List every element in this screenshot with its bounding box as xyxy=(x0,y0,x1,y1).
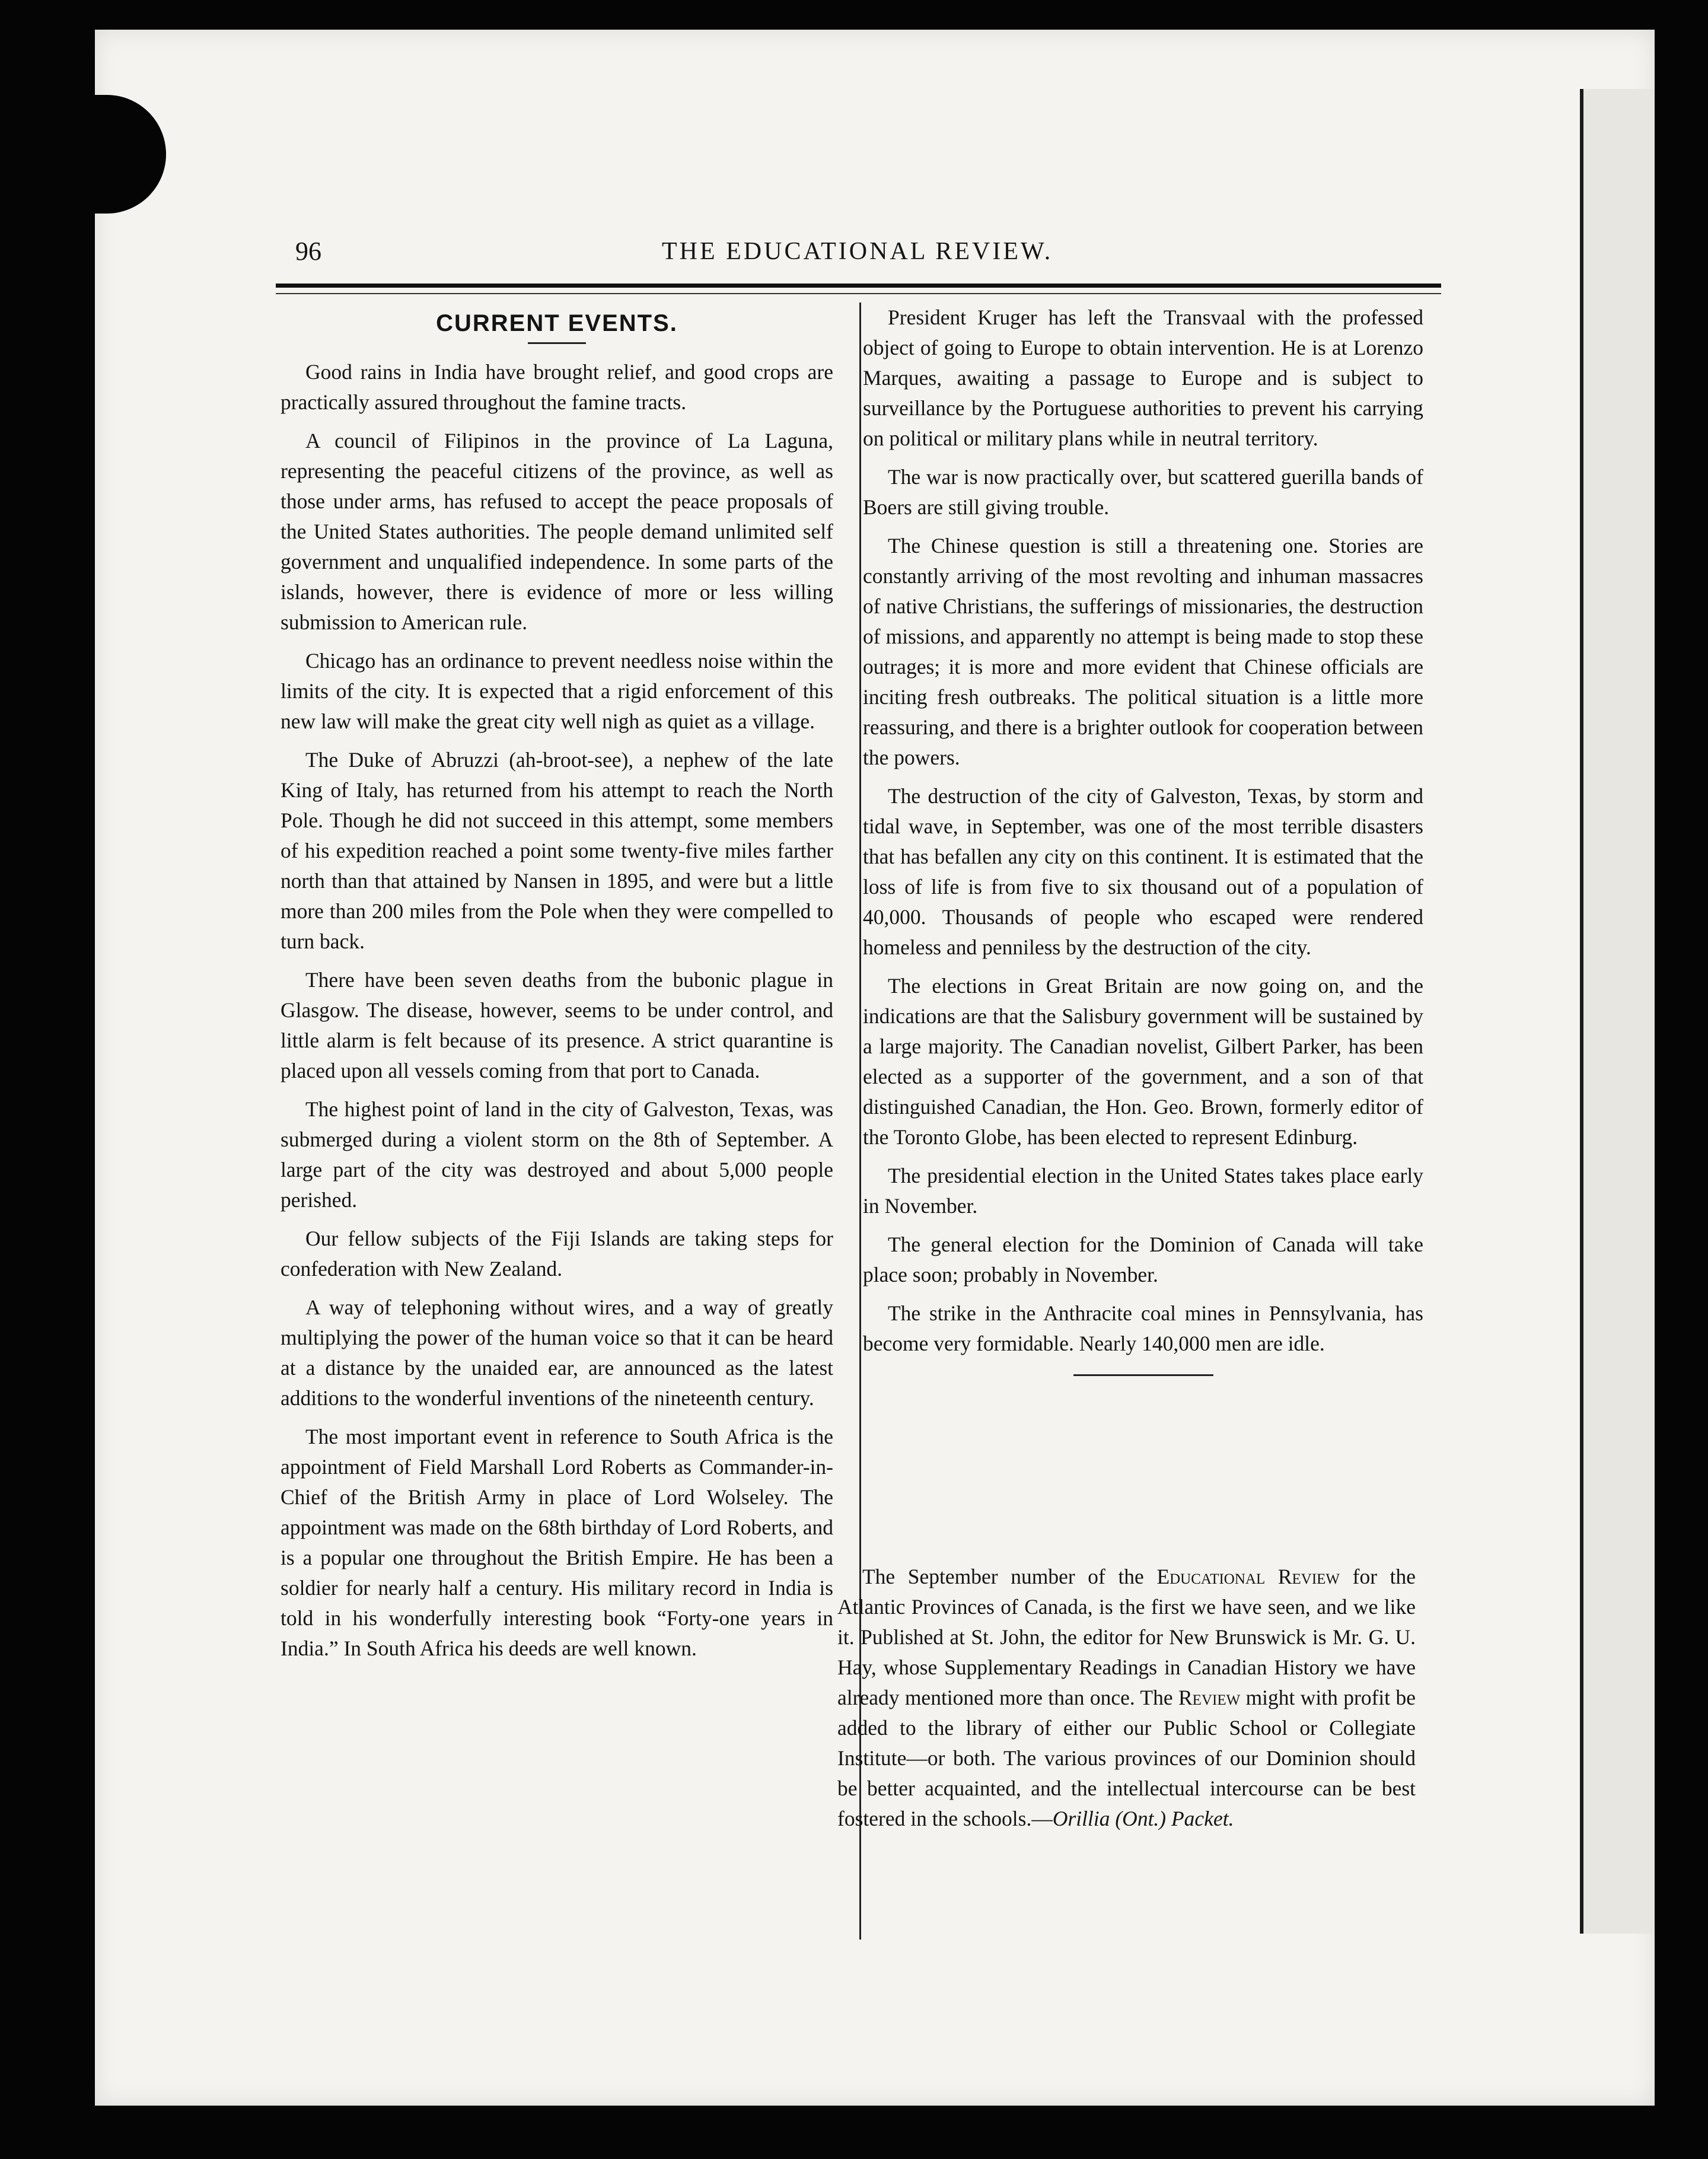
paragraph: The Duke of Abruzzi (ah-broot-see), a nephew of the late King of Italy, has returned from his attempt to reach the North Pole. Though he did not succeed in this attempt, some members of his expedition reached a point some twenty-five miles farther north than that attained by Nansen in 1895, and were but a little more than 200 miles from the Pole when they were compelled to turn back. xyxy=(281,748,833,953)
section-title: CURRENT EVENTS. xyxy=(436,310,678,336)
title-rule xyxy=(528,342,586,344)
header-rule xyxy=(276,284,1441,288)
paragraph: President Kruger has left the Transvaal with the professed object of going to Europe to obtain intervention. He is at Lorenzo Marques, awaiting a passage to Europe and is subject to surveillance by the Portuguese authorities to prevent his carrying on political or military plans while in neutral territory. xyxy=(863,305,1423,450)
left-column xyxy=(281,302,833,1672)
paragraph: There have been seven deaths from the bubonic plague in Glasgow. The disease, however, seems to be under control, and little alarm is felt because of its presence. A strict quarantine is placed upon all vessels coming from that port to Canada. xyxy=(281,968,833,1082)
page-number: 96 xyxy=(295,237,321,266)
paragraph: The general election for the Dominion of Canada will take place soon; probably in November. xyxy=(863,1233,1423,1287)
running-title: THE EDUCATIONAL REVIEW. xyxy=(662,238,1053,265)
binding-hole xyxy=(0,95,166,214)
header-rule-thin xyxy=(276,293,1441,294)
paragraph: The Chinese question is still a threatening one. Stories are constantly arriving of the most revolting and inhuman massacres of native Christians, the sufferings of missionaries, the destruction of missions, and apparently no attempt is being made to stop these outrages; it is more and more evident that Chinese officials are inciting fresh outbreaks. The political situation is a little more reassuring, and there is a brighter outlook for cooperation between the powers. xyxy=(863,534,1423,769)
quote-text: The September number of the xyxy=(862,1565,1157,1588)
packet-quote xyxy=(837,1562,1416,1834)
paragraph: A way of telephoning without wires, and a way of greatly multiplying the power of the human voice so that it can be heard at a distance by the unaided ear, are announced as the latest additions to the wonderful inventions of the nineteenth century. xyxy=(281,1295,833,1410)
paragraph: The most important event in reference to South Africa is the appointment of Field Marshall Lord Roberts as Commander-in-Chief of the British Army in place of Lord Wolseley. The appointment was made on the 68th birthday of Lord Roberts, and is a popular one throughout the British Empire. He has been a soldier for nearly half a century. His military record in India is told in his wonderfully interesting book “Forty-one years in India.” In South Africa his deeds are well known. xyxy=(281,1425,833,1660)
publication-name: Educational Review xyxy=(1156,1565,1340,1588)
paragraph: A council of Filipinos in the province of La Laguna, representing the peaceful citizens of the province, as well as those under arms, has refused to accept the peace proposals of the United States authorities. The people demand unlimited self government and unqualified independence. In some parts of the islands, however, there is evidence of more or less willing submission to American rule. xyxy=(281,429,833,634)
paragraph: The war is now practically over, but scattered guerilla bands of Boers are still giving trouble. xyxy=(863,465,1423,519)
adjacent-page-edge xyxy=(1580,89,1655,1934)
quote-source: Orillia (Ont.) Packet. xyxy=(1052,1807,1234,1830)
paragraph: Good rains in India have brought relief, and good crops are practically assured throughout the famine tracts. xyxy=(281,360,833,414)
paragraph: The strike in the Anthracite coal mines in Pennsylvania, has become very formidable. Nearly 140,000 men are idle. xyxy=(863,1301,1423,1355)
paragraph: The highest point of land in the city of Galveston, Texas, was submerged during a violent storm on the 8th of September. A large part of the city was destroyed and about 5,000 people perished. xyxy=(281,1097,833,1212)
paragraph: Our fellow subjects of the Fiji Islands are taking steps for confederation with New Zealand. xyxy=(281,1227,833,1281)
right-column xyxy=(863,302,1423,1394)
paragraph: The destruction of the city of Galveston, Texas, by storm and tidal wave, in September, was one of the most terrible disasters that has befallen any city on this continent. It is estimated that the loss of life is from five to six thousand out of a population of 40,000. Thousands of people who escaped were rendered homeless and penniless by the destruction of the city. xyxy=(863,784,1423,959)
paragraph: The presidential election in the United States takes place early in November. xyxy=(863,1164,1423,1218)
section-rule xyxy=(1073,1374,1213,1376)
publication-name: Review xyxy=(1178,1686,1241,1709)
quote-text: for the Atlantic Provinces of Canada, is the first we have seen, and we like it. Published at St. John, the editor for New Brunswick is Mr. G. U. Hay, whose Supplementary Readings in Canadian History we have already mentioned more than once. The xyxy=(837,1565,1416,1709)
quote-paragraph xyxy=(837,1562,1416,1834)
paragraph: Chicago has an ordinance to prevent needless noise within the limits of the city. It is expected that a rigid enforcement of this new law will make the great city well nigh as quiet as a village. xyxy=(281,649,833,733)
quote-text: might with profit be added to the library of either our Public School or Collegiate Institute—or both. The various provinces of our Dominion should be better acquainted, and the intellectual intercourse can be best fostered in the schools.— xyxy=(837,1686,1416,1830)
paragraph: The elections in Great Britain are now going on, and the indications are that the Salisbury government will be sustained by a large majority. The Canadian novelist, Gilbert Parker, has been elected as a supporter of the government, and a son of that distinguished Canadian, the Hon. Geo. Brown, formerly editor of the Toronto Globe, has been elected to represent Edinburg. xyxy=(863,974,1423,1149)
